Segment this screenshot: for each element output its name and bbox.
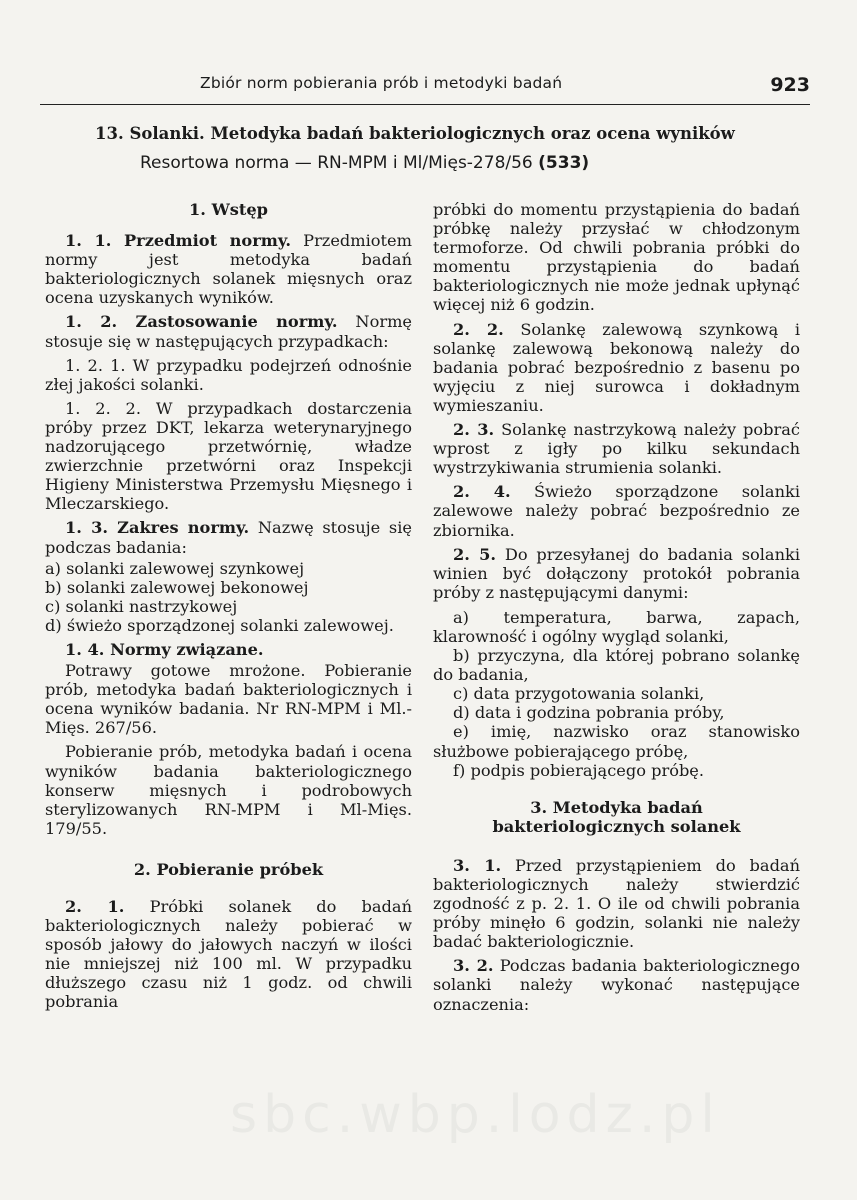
text-2-3: Solankę nastrzykową należy pobrać wprost z igły po kilku sekundach wystrzykiwania strumienia solanki. bbox=[433, 420, 800, 478]
heading-wstep: 1. Wstęp bbox=[189, 200, 268, 219]
paragraph-1-3 bbox=[45, 518, 412, 556]
paragraph-2-4 bbox=[433, 482, 800, 539]
label-2-5: 2. 5. bbox=[453, 544, 497, 564]
text-1-2: Normę stosuje się w następujących przypadkach: bbox=[45, 312, 412, 351]
protocol-item-f: f) podpis pobierającego próbę. bbox=[453, 760, 705, 780]
label-2-4: 2. 4. bbox=[453, 482, 511, 502]
label-1-3: 1. 3. Zakres normy. bbox=[65, 518, 250, 538]
text-3-1: Przed przystąpieniem do badań bakteriologicznych należy stwierdzić zgodność z p. 2. 1. O ile od chwili pobrania próby minęło 6 godzin, solanki nie należy badać bakteriologicznie. bbox=[433, 855, 801, 952]
label-1-4: 1. 4. Normy związane. bbox=[65, 639, 264, 659]
page-number: 923 bbox=[770, 74, 810, 96]
protocol-item-b: b) przyczyna, dla której pobrano solankę do badania, bbox=[433, 646, 800, 685]
text-2-4: Świeżo sporządzone solanki zalewowe należy pobrać bezpośrednio ze zbiornika. bbox=[433, 482, 800, 540]
text-1-1: Przedmiotem normy jest metodyka badań bakteriologicznych solanek mięsnych oraz ocena uzyskanych wyników. bbox=[45, 231, 412, 308]
paragraph-1-4-text-1: Potrawy gotowe mrożone. Pobieranie prób, metodyka badań bakteriologicznych i ocena wyników badania. Nr RN-MPM i Ml.-Mięs. 267/56. bbox=[45, 661, 412, 738]
list-item-d: d) świeżo sporządzonej solanki zalewowej. bbox=[45, 615, 394, 635]
paragraph-1-1 bbox=[45, 231, 412, 307]
label-3-2: 3. 2. bbox=[453, 956, 494, 976]
paragraph-3-2 bbox=[433, 956, 800, 1013]
text-3-2: Podczas badania bakteriologicznego solanki należy wykonać następujące oznaczenia: bbox=[433, 956, 800, 1014]
text-2-5: Do przesyłanej do badania solanki winien być dołączony protokół pobrania próby z następującymi danymi: bbox=[433, 544, 800, 602]
label-3-1: 3. 1. bbox=[453, 855, 502, 875]
paragraph-1-2 bbox=[45, 312, 412, 350]
running-title: Zbiór norm pobierania prób i metodyki badań bbox=[200, 74, 563, 92]
list-item-a: a) solanki zalewowej szynkowej bbox=[45, 558, 305, 578]
list-item-b: b) solanki zalewowej bekonowej bbox=[45, 577, 309, 597]
heading-pobieranie: 2. Pobieranie próbek bbox=[133, 859, 324, 879]
paragraph-1-2-1: 1. 2. 1. W przypadku podejrzeń odnośnie złej jakości solanki. bbox=[45, 355, 412, 394]
right-column bbox=[433, 200, 800, 1019]
text-2-1: Próbki solanek do badań bakteriologicznych należy pobierać w sposób jałowy do jałowych naczyń w ilości nie mniejszej niż 100 ml. W przypadku dłuższego czasu niż 1 godz. od chwili pobrania bbox=[45, 897, 412, 1012]
text-2-2: Solankę zalewową szynkową i solankę zalewową bekonową należy do badania pobrać bezpośrednio z basenu po wyjęciu z niej surowca i dokładnym wymieszaniu. bbox=[433, 319, 800, 415]
left-column bbox=[45, 200, 412, 1017]
paragraph-2-1 bbox=[45, 897, 412, 1012]
library-watermark: sbc.wbp.lodz.pl bbox=[230, 1085, 721, 1145]
paragraph-1-2-2: 1. 2. 2. W przypadkach dostarczenia próby przez DKT, lekarza weterynaryjnego nadzorującego przetwórnię, władze zwierzchnie przetwórni oraz Inspekcji Higieny Ministerstwa Przemysłu Mięsnego i Mleczarskiego. bbox=[45, 398, 412, 514]
label-1-1: 1. 1. Przedmiot normy. bbox=[65, 231, 292, 251]
heading-metodyka-line-2: bakteriologicznych solanek bbox=[492, 816, 741, 836]
paragraph-1-4 bbox=[45, 640, 412, 659]
label-2-1: 2. 1. bbox=[65, 897, 125, 916]
norm-reference-text: Resortowa norma — RN-MPM i Ml/Mięs-278/56 bbox=[140, 153, 533, 173]
heading-metodyka bbox=[433, 798, 800, 836]
paragraph-2-3 bbox=[433, 420, 800, 477]
norm-reference bbox=[140, 153, 820, 173]
paragraph-2-5 bbox=[433, 545, 800, 602]
label-1-2: 1. 2. Zastosowanie normy. bbox=[65, 312, 338, 332]
heading-metodyka-line-1: 3. Metodyka badań bbox=[530, 797, 703, 817]
paragraph-3-1 bbox=[433, 856, 800, 951]
paragraph-2-2 bbox=[433, 320, 800, 415]
protocol-item-d: d) data i godzina pobrania próby, bbox=[453, 703, 725, 723]
paragraph-2-1-continued: próbki do momentu przystąpienia do badań próbkę należy przysłać w chłodzonym termoforze. Od chwili pobrania próbki do momentu przystąpienia do badań bakteriologicznych nie może jednak upłynąć więcej niż 6 godzin. bbox=[433, 200, 800, 315]
section-title: 13. Solanki. Metodyka badań bakteriologicznych oraz ocena wyników bbox=[95, 124, 735, 143]
running-header bbox=[40, 74, 810, 105]
label-2-3: 2. 3. bbox=[453, 420, 495, 440]
protocol-item-c: c) data przygotowania solanki, bbox=[453, 684, 705, 704]
norm-reference-code: (533) bbox=[538, 153, 590, 173]
list-item-c: c) solanki nastrzykowej bbox=[45, 596, 238, 616]
protocol-item-e: e) imię, nazwisko oraz stanowisko służbowe pobierającego próbę, bbox=[433, 722, 800, 761]
text-1-3: Nazwę stosuje się podczas badania: bbox=[45, 518, 412, 557]
paragraph-1-4-text-2: Pobieranie prób, metodyka badań i ocena wyników badania bakteriologicznego konserw mięsnych i podrobowych sterylizowanych RN-MPM i Ml-Mięs. 179/55. bbox=[45, 742, 412, 838]
protocol-item-a: a) temperatura, barwa, zapach, klarowność i ogólny wygląd solanki, bbox=[433, 607, 800, 646]
label-2-2: 2. 2. bbox=[453, 319, 504, 339]
